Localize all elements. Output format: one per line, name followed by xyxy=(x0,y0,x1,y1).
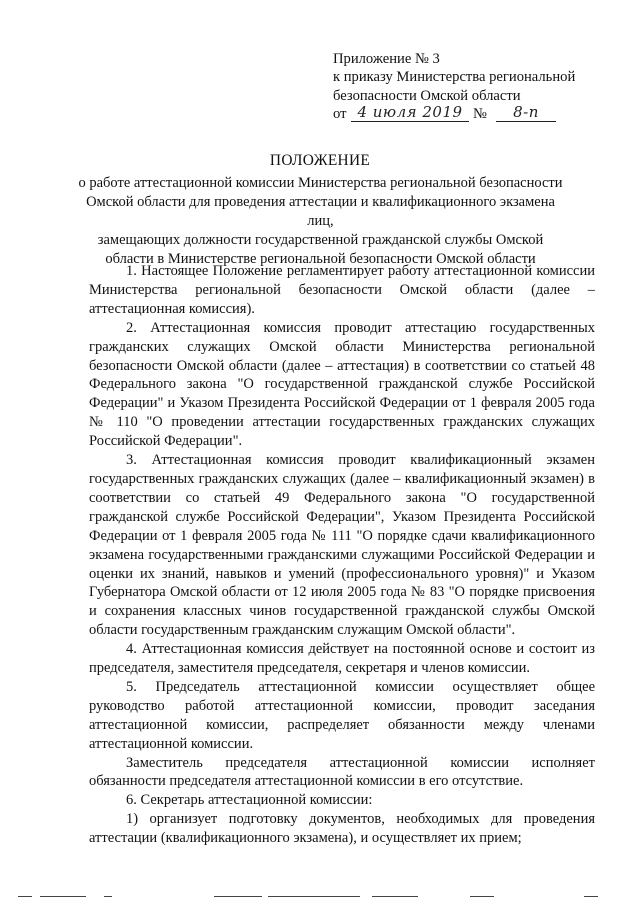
appendix-ministry: безопасности Омской области xyxy=(333,87,521,104)
number-label: № xyxy=(473,106,487,123)
paragraph-3: 3. Аттестационная комиссия проводит квалификационный экзамен государственных гражданских служащих (далее – квалификационный экзамен) в соответствии со статьей 49 Федерального закона "О государственной гражданской службе Российской Федерации", Указом Президента Российской Федерации от 1 февраля 2005 года № 111 "О порядке сдачи квалификационного экзамена государственными гражданскими служащими Российской Федерации и оценки их знаний, навыков и умений (профессионального уровня)" и Указом Губернатора Омской области от 12 июля 2005 года № 83 "О порядке присвоения и сохранения классных чинов государственной гражданской службы Омской области государственным гражданским служащим Омской области". xyxy=(89,452,595,639)
handwritten-date: 4 июля 2019 xyxy=(351,103,469,122)
subtitle-line: Омской области для проведения аттестации и квалификационного экзамена лиц, xyxy=(86,194,555,229)
subtitle-line: о работе аттестационной комиссии Министерства региональной безопасности xyxy=(78,175,563,191)
footer-mark xyxy=(372,896,418,897)
appendix-header xyxy=(333,50,623,125)
footer-mark xyxy=(470,896,494,897)
subtitle-line: области в Министерстве региональной безопасности Омской области xyxy=(105,251,536,267)
paragraph-1: 1. Настоящее Положение регламентирует работу аттестационной комиссии Министерства региональной безопасности Омской области (далее – аттестационная комиссия). xyxy=(89,263,595,317)
date-prefix: от xyxy=(333,106,347,123)
paragraph-6-item-1: 1) организует подготовку документов, необходимых для проведения аттестации (квалификационного экзамена), и осуществляет их прием; xyxy=(89,811,595,847)
paragraph-5-deputy: Заместитель председателя аттестационной комиссии исполняет обязанности председателя аттестационной комиссии в его отсутствие. xyxy=(89,754,595,790)
subtitle-line: замещающих должности государственной гражданской службы Омской xyxy=(97,232,544,248)
paragraph-4: 4. Аттестационная комиссия действует на постоянной основе и состоит из председателя, заместителя председателя, секретаря и членов комиссии. xyxy=(89,641,595,677)
handwritten-number: 8-п xyxy=(496,103,556,122)
appendix-number: Приложение № 3 xyxy=(333,51,440,67)
footer-mark xyxy=(104,896,112,897)
paragraph-2: 2. Аттестационная комиссия проводит аттестацию государственных гражданских служащих Омской области Министерства региональной безопасности Омской области (далее – аттестация) в соответствии со статьей 48 Федерального закона "О государственной гражданской службе Российской Федерации" и Указом Президента Российской Федерации от 1 февраля 2005 года № 110 "О проведении аттестации государственных гражданских служащих Российской Федерации". xyxy=(89,319,595,450)
footer-mark xyxy=(18,896,32,897)
document-title: ПОЛОЖЕНИЕ xyxy=(269,152,371,169)
appendix-date-row xyxy=(333,105,623,125)
footer-mark xyxy=(584,896,598,897)
paragraph-5: 5. Председатель аттестационной комиссии осуществляет общее руководство работой аттестационной комиссии, проводит заседания аттестационной комиссии, распределяет обязанности между членами аттестационной комиссии. xyxy=(89,678,595,752)
appendix-order-ref: к приказу Министерства региональной xyxy=(333,69,576,86)
footer-mark xyxy=(214,896,262,897)
footer-mark xyxy=(40,896,86,897)
document-body xyxy=(89,262,595,848)
paragraph-6: 6. Секретарь аттестационной комиссии: xyxy=(126,792,373,809)
document-subtitle xyxy=(78,174,563,269)
footer-mark xyxy=(268,896,360,897)
scan-footer-marks xyxy=(0,896,640,900)
